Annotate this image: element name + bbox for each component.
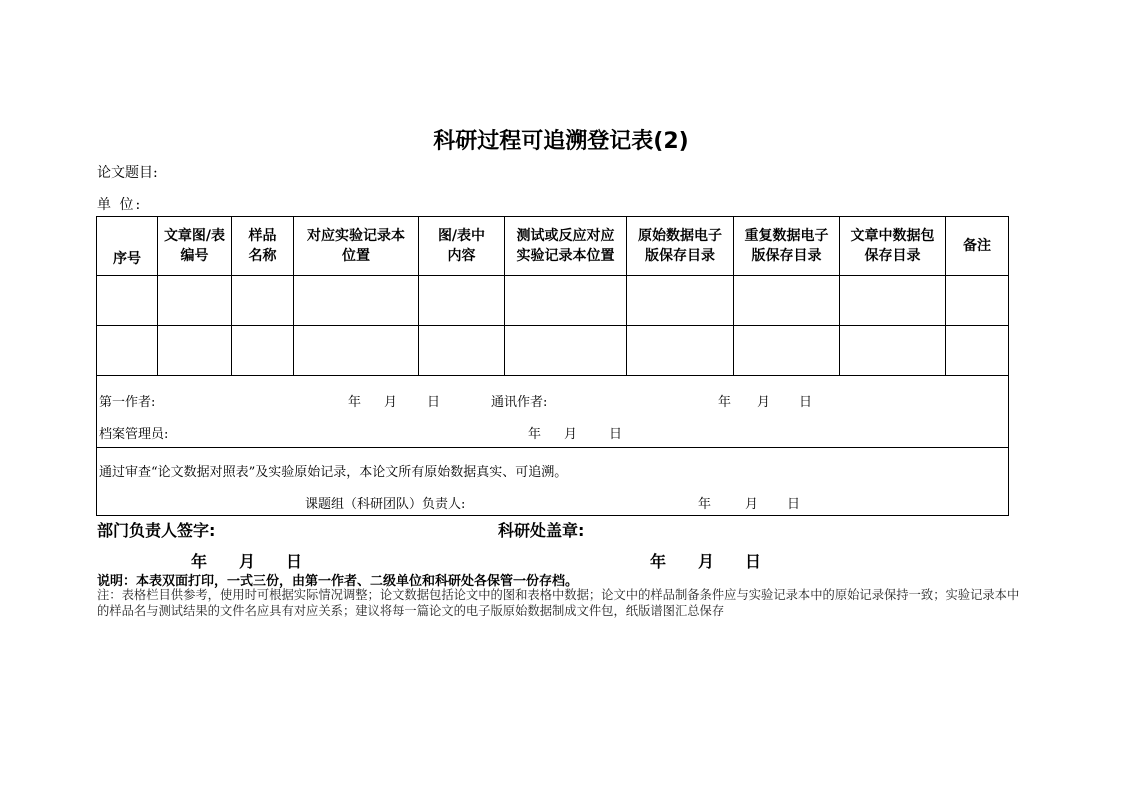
corresponding-author-label: 通讯作者:	[491, 395, 548, 410]
table-cell[interactable]	[419, 326, 505, 376]
corresponding-author-day: 日	[799, 395, 813, 410]
table-header-row	[97, 217, 1009, 276]
signature-row	[97, 376, 1009, 448]
table-cell[interactable]	[840, 276, 946, 326]
first-author-label: 第一作者:	[99, 395, 156, 410]
table-cell[interactable]	[946, 326, 1009, 376]
archive-manager-year: 年	[528, 427, 542, 442]
col-header-repeat-data-dir: 重复数据电子 版保存目录	[734, 217, 840, 276]
table-cell[interactable]	[505, 326, 627, 376]
table-cell[interactable]	[97, 276, 158, 326]
table-cell[interactable]	[232, 276, 294, 326]
unit-label: 单 位:	[97, 197, 143, 213]
research-office-day: 日	[745, 552, 762, 571]
first-author-day: 日	[427, 395, 441, 410]
table-cell[interactable]	[734, 276, 840, 326]
record-table	[96, 216, 1009, 516]
archive-manager-month: 月	[564, 427, 578, 442]
group-leader-year: 年	[698, 497, 712, 512]
first-author-month: 月	[384, 395, 398, 410]
dept-head-label: 部门负责人签字:	[97, 521, 216, 540]
table-cell[interactable]	[734, 326, 840, 376]
table-row	[97, 326, 1009, 376]
group-leader-label: 课题组（科研团队）负责人:	[305, 497, 466, 512]
col-header-package-dir: 文章中数据包 保存目录	[840, 217, 946, 276]
dept-head-year: 年	[191, 552, 208, 571]
footnote: 注：表格栏目供参考，使用时可根据实际情况调整；论文数据包括论文中的图和表格中数据；论文中的样品制备条件应与实验记录本中的原始记录保持一致；实验记录本中的样品名与测试结果的文件名应具有对应关系；建议将每一篇论文的电子版原始数据制成文件包，纸版谱图汇总保存	[97, 588, 1020, 618]
table-cell[interactable]	[158, 326, 232, 376]
table-cell[interactable]	[627, 326, 734, 376]
table-cell[interactable]	[419, 276, 505, 326]
col-header-seq: 序号	[97, 217, 158, 276]
table-cell[interactable]	[627, 276, 734, 326]
first-author-year: 年	[348, 395, 362, 410]
group-leader-day: 日	[787, 497, 801, 512]
review-statement: 通过审查“论文数据对照表”及实验原始记录，本论文所有原始数据真实、可追溯。	[99, 465, 568, 480]
table-cell[interactable]	[232, 326, 294, 376]
research-office-label: 科研处盖章:	[498, 521, 585, 540]
col-header-figure-no: 文章图/表 编号	[158, 217, 232, 276]
col-header-remarks: 备注	[946, 217, 1009, 276]
page-title: 科研过程可追溯登记表(2)	[433, 129, 689, 154]
research-office-year: 年	[650, 552, 667, 571]
archive-manager-label: 档案管理员:	[99, 427, 169, 442]
table-cell[interactable]	[294, 276, 419, 326]
col-header-sample-name: 样品 名称	[232, 217, 294, 276]
paper-title-label: 论文题目:	[97, 165, 158, 181]
col-header-figure-content: 图/表中 内容	[419, 217, 505, 276]
dept-head-day: 日	[286, 552, 303, 571]
table-cell[interactable]	[294, 326, 419, 376]
group-leader-month: 月	[745, 497, 759, 512]
col-header-raw-data-dir: 原始数据电子 版保存目录	[627, 217, 734, 276]
research-office-month: 月	[698, 552, 715, 571]
table-cell[interactable]	[946, 276, 1009, 326]
col-header-notebook-location: 对应实验记录本 位置	[294, 217, 419, 276]
col-header-test-location: 测试或反应对应 实验记录本位置	[505, 217, 627, 276]
corresponding-author-month: 月	[757, 395, 771, 410]
table-cell[interactable]	[158, 276, 232, 326]
dept-head-month: 月	[239, 552, 256, 571]
table-cell[interactable]	[97, 326, 158, 376]
table-row	[97, 276, 1009, 326]
review-row	[97, 448, 1009, 516]
table-cell[interactable]	[505, 276, 627, 326]
archive-manager-day: 日	[609, 427, 623, 442]
corresponding-author-year: 年	[718, 395, 732, 410]
instruction-note: 说明：本表双面打印，一式三份，由第一作者、二级单位和科研处各保管一份存档。	[97, 574, 579, 589]
table-cell[interactable]	[840, 326, 946, 376]
